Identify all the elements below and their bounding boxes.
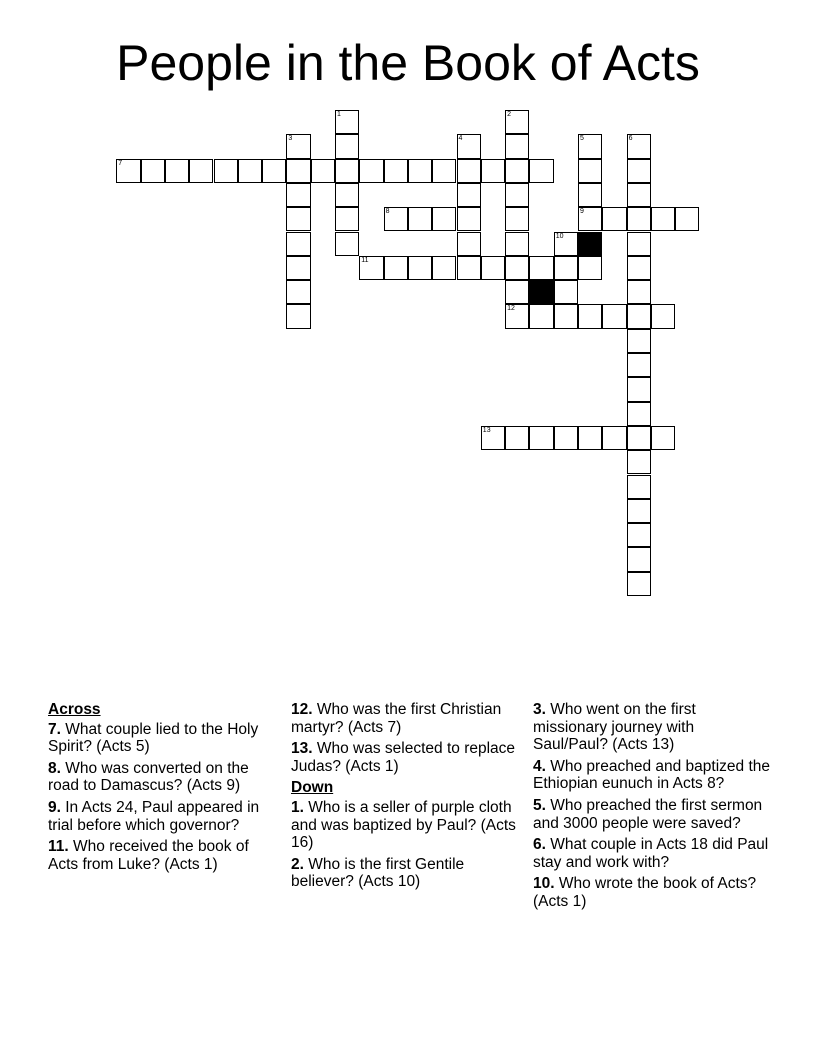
grid-cell[interactable]: [529, 256, 553, 280]
grid-cell[interactable]: [578, 304, 602, 328]
clue-text: Who was selected to replace Judas? (Acts 1): [291, 740, 516, 775]
clue-column-3: [533, 701, 773, 915]
clue-item: [291, 799, 521, 852]
grid-cell[interactable]: [529, 426, 553, 450]
clue-number-label: 2: [507, 111, 511, 118]
grid-cell[interactable]: [627, 329, 651, 353]
grid-cell[interactable]: [384, 207, 408, 231]
clue-number-label: 6: [628, 135, 633, 143]
grid-cell[interactable]: [286, 207, 310, 231]
grid-cell[interactable]: [651, 207, 675, 231]
grid-cell[interactable]: [432, 159, 456, 183]
grid-cell[interactable]: [505, 207, 529, 231]
clue-item: [533, 797, 773, 832]
grid-cell[interactable]: [286, 280, 310, 304]
grid-cell[interactable]: [602, 304, 626, 328]
clue-item: [533, 758, 773, 793]
clue-number-label: 12: [507, 305, 515, 313]
grid-cell[interactable]: [189, 159, 213, 183]
grid-cell[interactable]: [627, 353, 651, 377]
grid-cell[interactable]: [554, 232, 578, 256]
clue-column-1: [48, 701, 278, 877]
grid-cell[interactable]: [578, 183, 602, 207]
clue-number: 5.: [533, 796, 546, 814]
grid-cell[interactable]: [578, 256, 602, 280]
grid-cell[interactable]: [627, 304, 651, 328]
clue-text: Who is a seller of purple cloth and was baptized by Paul? (Acts 16): [291, 798, 516, 852]
grid-cell[interactable]: [578, 159, 602, 183]
grid-cell[interactable]: [408, 159, 432, 183]
clue-text: In Acts 24, Paul appeared in trial before which governor?: [48, 798, 260, 834]
grid-cell[interactable]: [554, 304, 578, 328]
grid-cell[interactable]: [141, 159, 165, 183]
across-heading: Across: [48, 701, 101, 718]
clue-item: [291, 856, 521, 891]
clue-item: [48, 838, 278, 873]
grid-cell[interactable]: [359, 256, 383, 280]
grid-cell[interactable]: [286, 304, 310, 328]
grid-cell[interactable]: [554, 426, 578, 450]
clue-number: 9.: [48, 798, 61, 816]
down-heading: Down: [291, 779, 334, 797]
grid-cell[interactable]: [262, 159, 286, 183]
grid-cell[interactable]: [529, 159, 553, 183]
clue-number-label: 8: [385, 208, 390, 216]
grid-cell[interactable]: [335, 159, 359, 183]
black-square: [578, 232, 602, 256]
clue-item: [291, 701, 521, 736]
grid-cell[interactable]: [286, 232, 310, 256]
grid-cell[interactable]: [675, 207, 699, 231]
grid-cell[interactable]: [481, 426, 505, 450]
grid-cell[interactable]: [505, 159, 529, 183]
grid-cell[interactable]: [335, 110, 359, 134]
grid-cell[interactable]: [408, 207, 432, 231]
grid-cell[interactable]: [627, 134, 651, 158]
grid-cell[interactable]: [505, 426, 529, 450]
grid-cell[interactable]: [286, 256, 310, 280]
grid-cell[interactable]: [627, 232, 651, 256]
clue-text: Who went on the first missionary journey with Saul/Paul? (Acts 13): [533, 701, 696, 754]
grid-cell[interactable]: [627, 159, 651, 183]
clue-number: 10.: [533, 875, 555, 893]
grid-cell[interactable]: [505, 256, 529, 280]
grid-cell[interactable]: [481, 159, 505, 183]
clue-number-label: 1: [337, 111, 341, 118]
grid-cell[interactable]: [335, 207, 359, 231]
grid-cell[interactable]: [457, 207, 481, 231]
grid-cell[interactable]: [627, 426, 651, 450]
clue-column-2: [291, 701, 521, 895]
grid-cell[interactable]: [505, 110, 529, 134]
grid-cell[interactable]: [505, 304, 529, 328]
grid-cell[interactable]: [578, 426, 602, 450]
grid-cell[interactable]: [627, 523, 651, 547]
grid-cell[interactable]: [627, 402, 651, 426]
clue-text: What couple lied to the Holy Spirit? (Acts 5): [48, 720, 259, 756]
grid-cell[interactable]: [286, 134, 310, 158]
clue-number: 8.: [48, 759, 61, 777]
clue-number-label: 13: [482, 426, 491, 434]
grid-cell[interactable]: [286, 183, 310, 207]
grid-cell[interactable]: [335, 183, 359, 207]
clue-number-label: 7: [118, 159, 123, 167]
grid-cell[interactable]: [602, 207, 626, 231]
grid-cell[interactable]: [627, 450, 651, 474]
grid-cell[interactable]: [335, 134, 359, 158]
grid-cell[interactable]: [505, 280, 529, 304]
grid-cell[interactable]: [505, 232, 529, 256]
clue-number: 13.: [291, 740, 313, 758]
grid-cell[interactable]: [602, 426, 626, 450]
clue-number-label: 5: [580, 135, 584, 143]
clue-number-label: 9: [580, 208, 584, 216]
grid-cell[interactable]: [554, 280, 578, 304]
grid-cell[interactable]: [311, 159, 335, 183]
grid-cell[interactable]: [214, 159, 238, 183]
clue-number-label: 10: [555, 232, 564, 240]
clue-item: [533, 875, 773, 910]
grid-cell[interactable]: [627, 572, 651, 596]
grid-cell[interactable]: [578, 207, 602, 231]
clue-text: Who was the first Christian martyr? (Acts 7): [291, 701, 502, 736]
clue-number: 1.: [291, 798, 304, 816]
clue-text: Who is the first Gentile believer? (Acts 10): [291, 855, 465, 891]
grid-cell[interactable]: [627, 547, 651, 571]
grid-cell[interactable]: [457, 256, 481, 280]
grid-cell[interactable]: [432, 207, 456, 231]
grid-cell[interactable]: [651, 304, 675, 328]
clue-number: 11.: [48, 838, 69, 856]
grid-cell[interactable]: [481, 256, 505, 280]
grid-cell[interactable]: [286, 159, 310, 183]
clue-number: 2.: [291, 855, 304, 873]
puzzle-title: People in the Book of Acts: [116, 35, 700, 91]
clue-item: [533, 836, 773, 871]
clue-text: Who was converted on the road to Damascus? (Acts 9): [48, 759, 249, 795]
grid-cell[interactable]: [359, 159, 383, 183]
grid-cell[interactable]: [457, 159, 481, 183]
grid-cell[interactable]: [457, 183, 481, 207]
grid-cell[interactable]: [384, 159, 408, 183]
grid-cell[interactable]: [627, 256, 651, 280]
grid-cell[interactable]: [529, 304, 553, 328]
clue-text: Who wrote the book of Acts? (Acts 1): [533, 875, 757, 910]
grid-cell[interactable]: [384, 256, 408, 280]
grid-cell[interactable]: [651, 426, 675, 450]
grid-cell[interactable]: [627, 475, 651, 499]
grid-cell[interactable]: [627, 377, 651, 401]
grid-cell[interactable]: [627, 207, 651, 231]
grid-cell[interactable]: [408, 256, 432, 280]
grid-cell[interactable]: [457, 232, 481, 256]
clue-text: Who preached and baptized the Ethiopian eunuch in Acts 8?: [533, 757, 770, 793]
clue-number: 3.: [533, 701, 546, 718]
clue-item: [48, 760, 278, 795]
clue-item: [533, 701, 773, 754]
grid-cell[interactable]: [457, 134, 481, 158]
grid-cell[interactable]: [116, 159, 140, 183]
grid-cell[interactable]: [627, 183, 651, 207]
clue-number-label: 3: [288, 135, 293, 143]
clue-number: 4.: [533, 757, 546, 775]
clue-number: 7.: [48, 720, 61, 738]
grid-cell[interactable]: [578, 134, 602, 158]
clue-text: Who received the book of Acts from Luke? (Acts 1): [48, 838, 249, 873]
grid-cell[interactable]: [554, 256, 578, 280]
clue-item: [291, 740, 521, 775]
grid-cell[interactable]: [627, 499, 651, 523]
grid-cell[interactable]: [238, 159, 262, 183]
grid-cell[interactable]: [505, 134, 529, 158]
grid-cell[interactable]: [335, 232, 359, 256]
grid-cell[interactable]: [165, 159, 189, 183]
grid-cell[interactable]: [627, 280, 651, 304]
clue-number-label: 11: [361, 256, 369, 264]
clue-text: What couple in Acts 18 did Paul stay and work with?: [533, 836, 769, 871]
clue-number-label: 4: [458, 135, 463, 143]
clue-text: Who preached the first sermon and 3000 people were saved?: [533, 796, 763, 832]
clue-item: [48, 799, 278, 834]
clue-number: 6.: [533, 836, 546, 854]
clue-item: [48, 721, 278, 756]
grid-cell[interactable]: [505, 183, 529, 207]
clue-number: 12.: [291, 701, 313, 718]
grid-cell[interactable]: [432, 256, 456, 280]
black-square: [529, 280, 553, 304]
